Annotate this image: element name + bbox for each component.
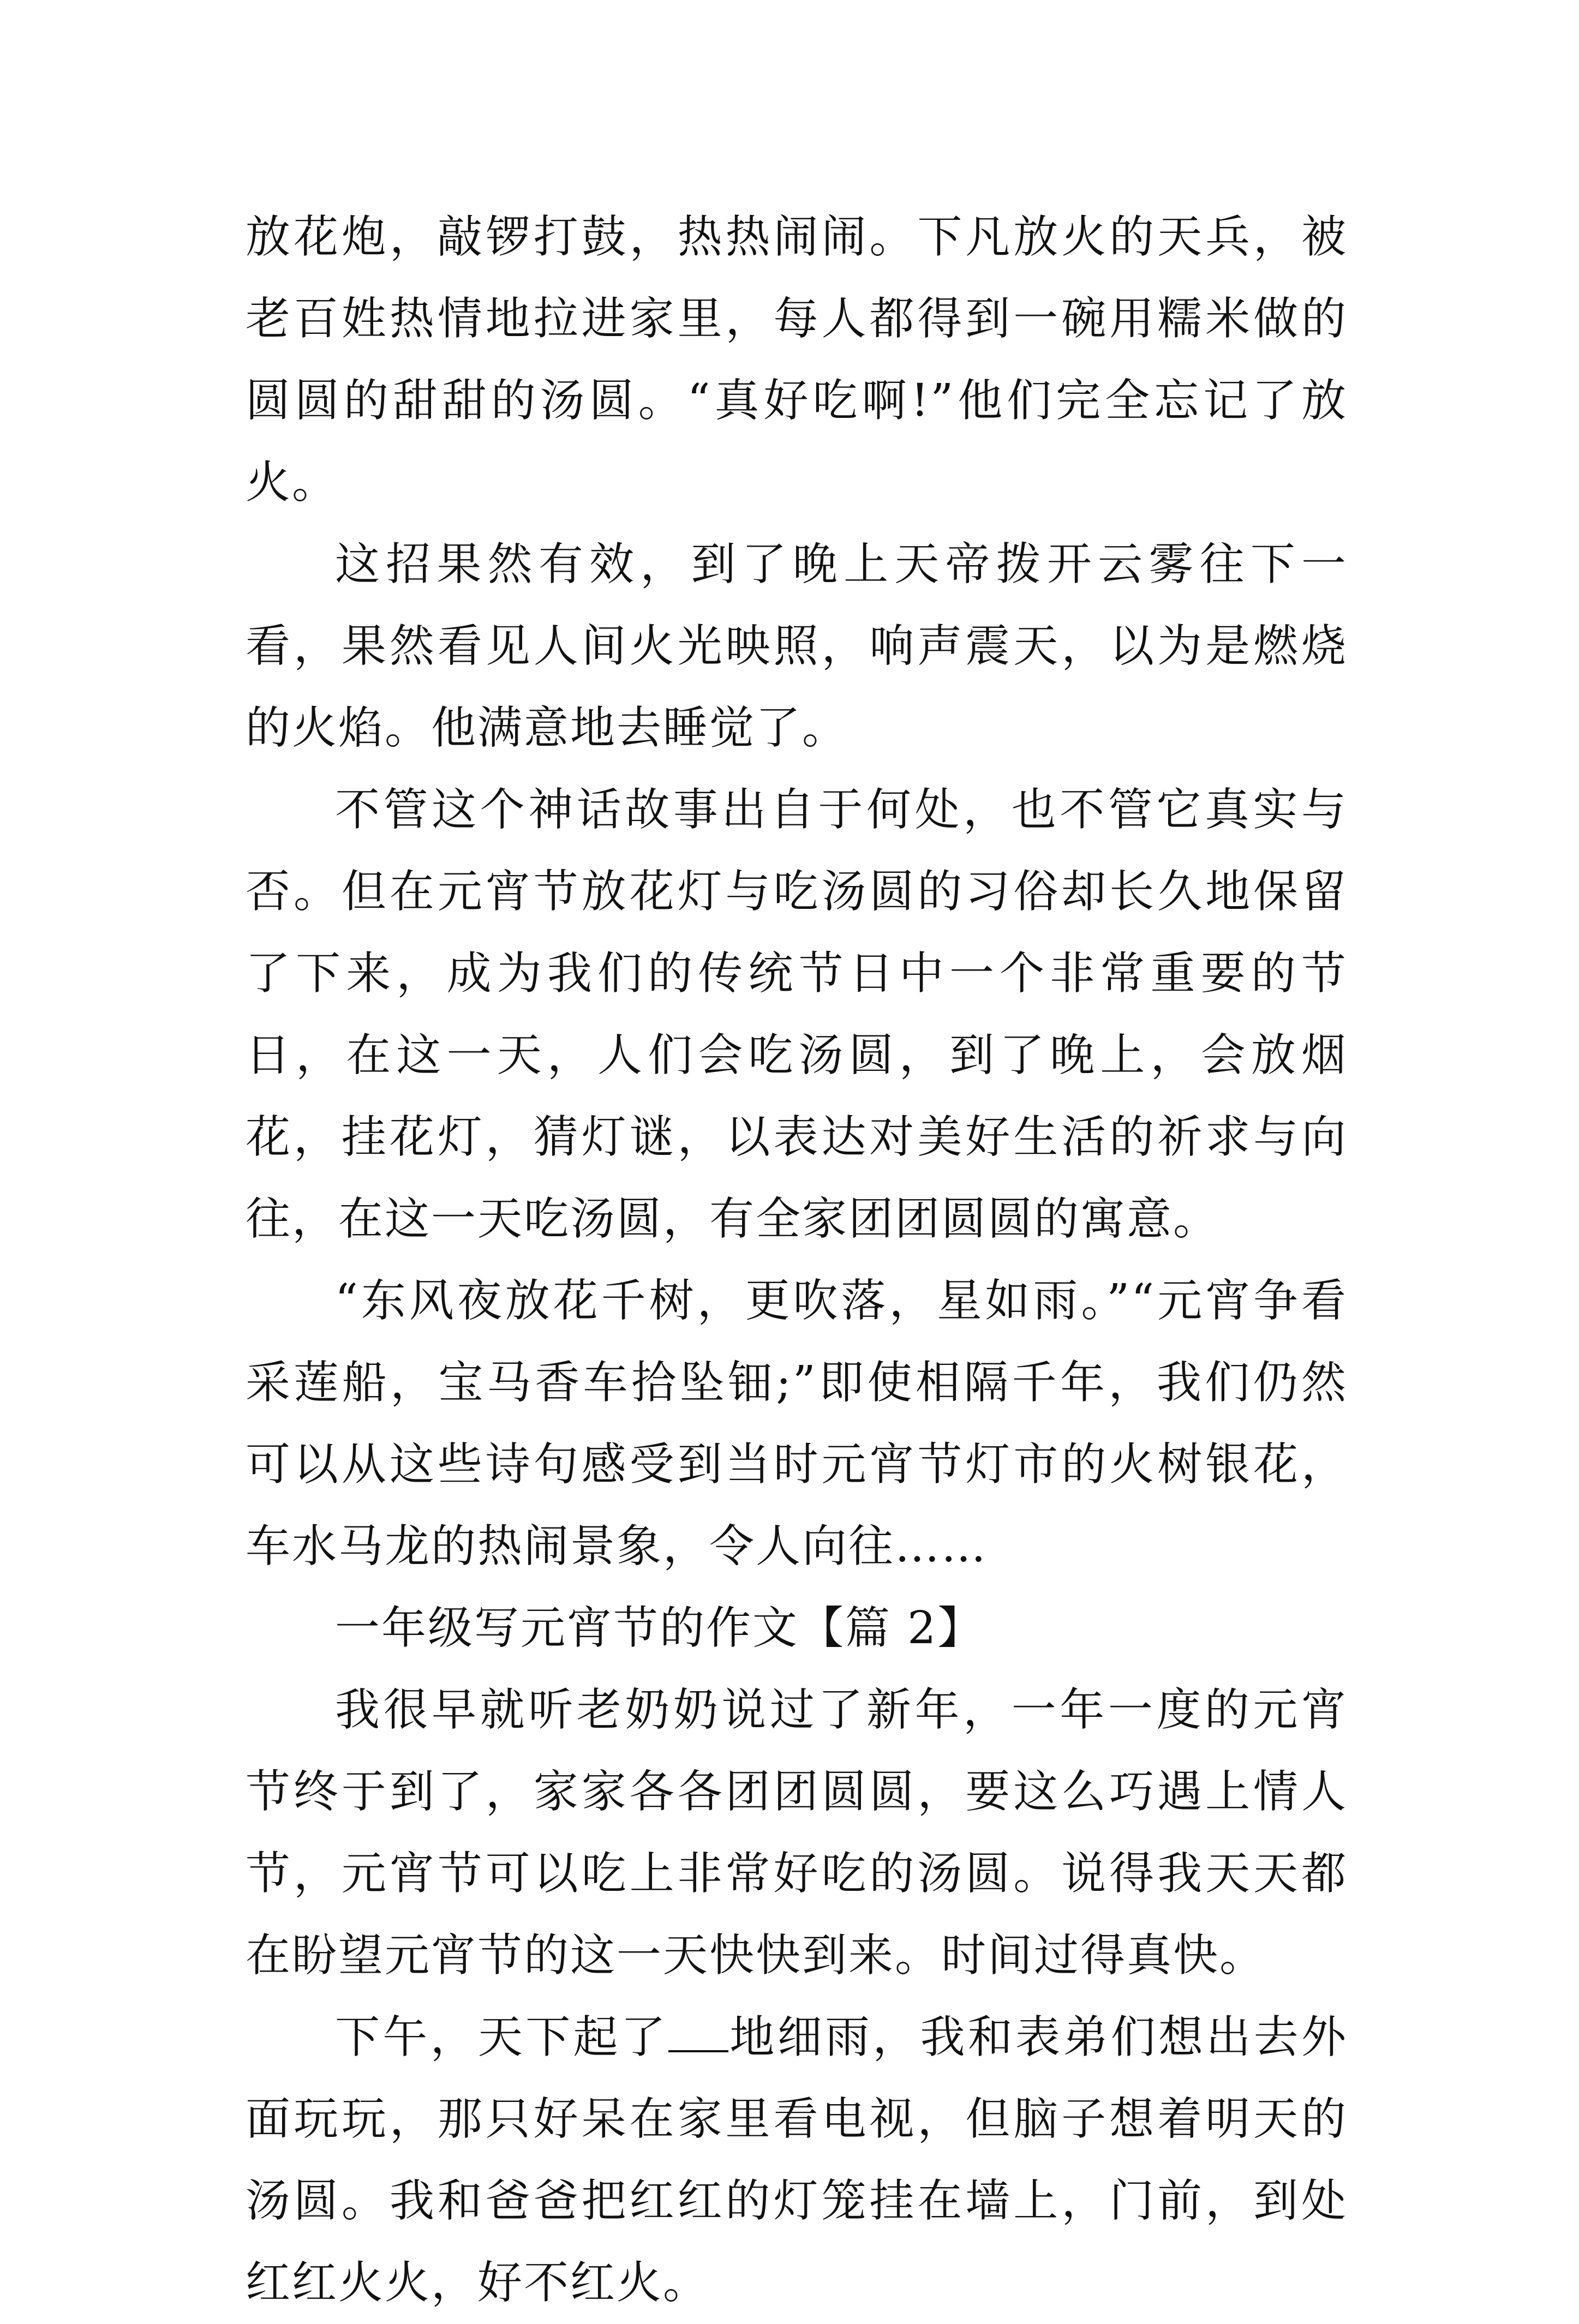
paragraph-1: 放花炮，敲锣打鼓，热热闹闹。下凡放火的天兵，被老百姓热情地拉进家里，每人都得到一碗用糯米做的圆圆的甜甜的汤圆。“真好吃啊!”他们完全忘记了放火。 [246, 211, 1348, 508]
article-body [246, 196, 1348, 2324]
fill-in-blank [668, 2012, 728, 2052]
paragraph-6-start: 下午，天下起了 [335, 2011, 669, 2063]
paragraph-3: 不管这个神话故事出自于何处，也不管它真实与否。但在元宵节放花灯与吃汤圆的习俗却长久地保留了下来，成为我们的传统节日中一个非常重要的节日，在这一天，人们会吃汤圆，到了晚上，会放烟花，挂花灯，猜灯谜，以表达对美好生活的祈求与向往，在这一天吃汤圆，有全家团团圆圆的寓意。 [246, 784, 1348, 1245]
paragraph-2: 这招果然有效，到了晚上天帝拨开云雾往下一看，果然看见人间火光映照，响声震天，以为是燃烧的火焰。他满意地去睡觉了。 [246, 538, 1348, 754]
paragraph-6 [246, 1997, 1348, 2324]
paragraph-4: “东风夜放花千树，更吹落，星如雨。”“元宵争看采莲船，宝马香车拾坠钿;”即使相隔千年，我们仍然可以从这些诗句感受到当时元宵节灯市的火树银花，车水马龙的热闹景象，令人向往…… [246, 1275, 1348, 1572]
section-heading: 一年级写元宵节的作文【篇 2】 [335, 1602, 984, 1654]
paragraph-5: 我很早就听老奶奶说过了新年，一年一度的元宵节终于到了，家家各各团团圆圆，要这么巧遇上情人节，元宵节可以吃上非常好吃的汤圆。说得我天天都在盼望元宵节的这一天快快到来。时间过得真快。 [246, 1684, 1348, 1981]
paragraph-6-end: 地细雨，我和表弟们想出去外面玩玩，那只好呆在家里看电视，但脑子想着明天的汤圆。我和爸爸把红红的灯笼挂在墙上，门前，到处红红火火，好不红火。 [246, 2011, 1348, 2309]
